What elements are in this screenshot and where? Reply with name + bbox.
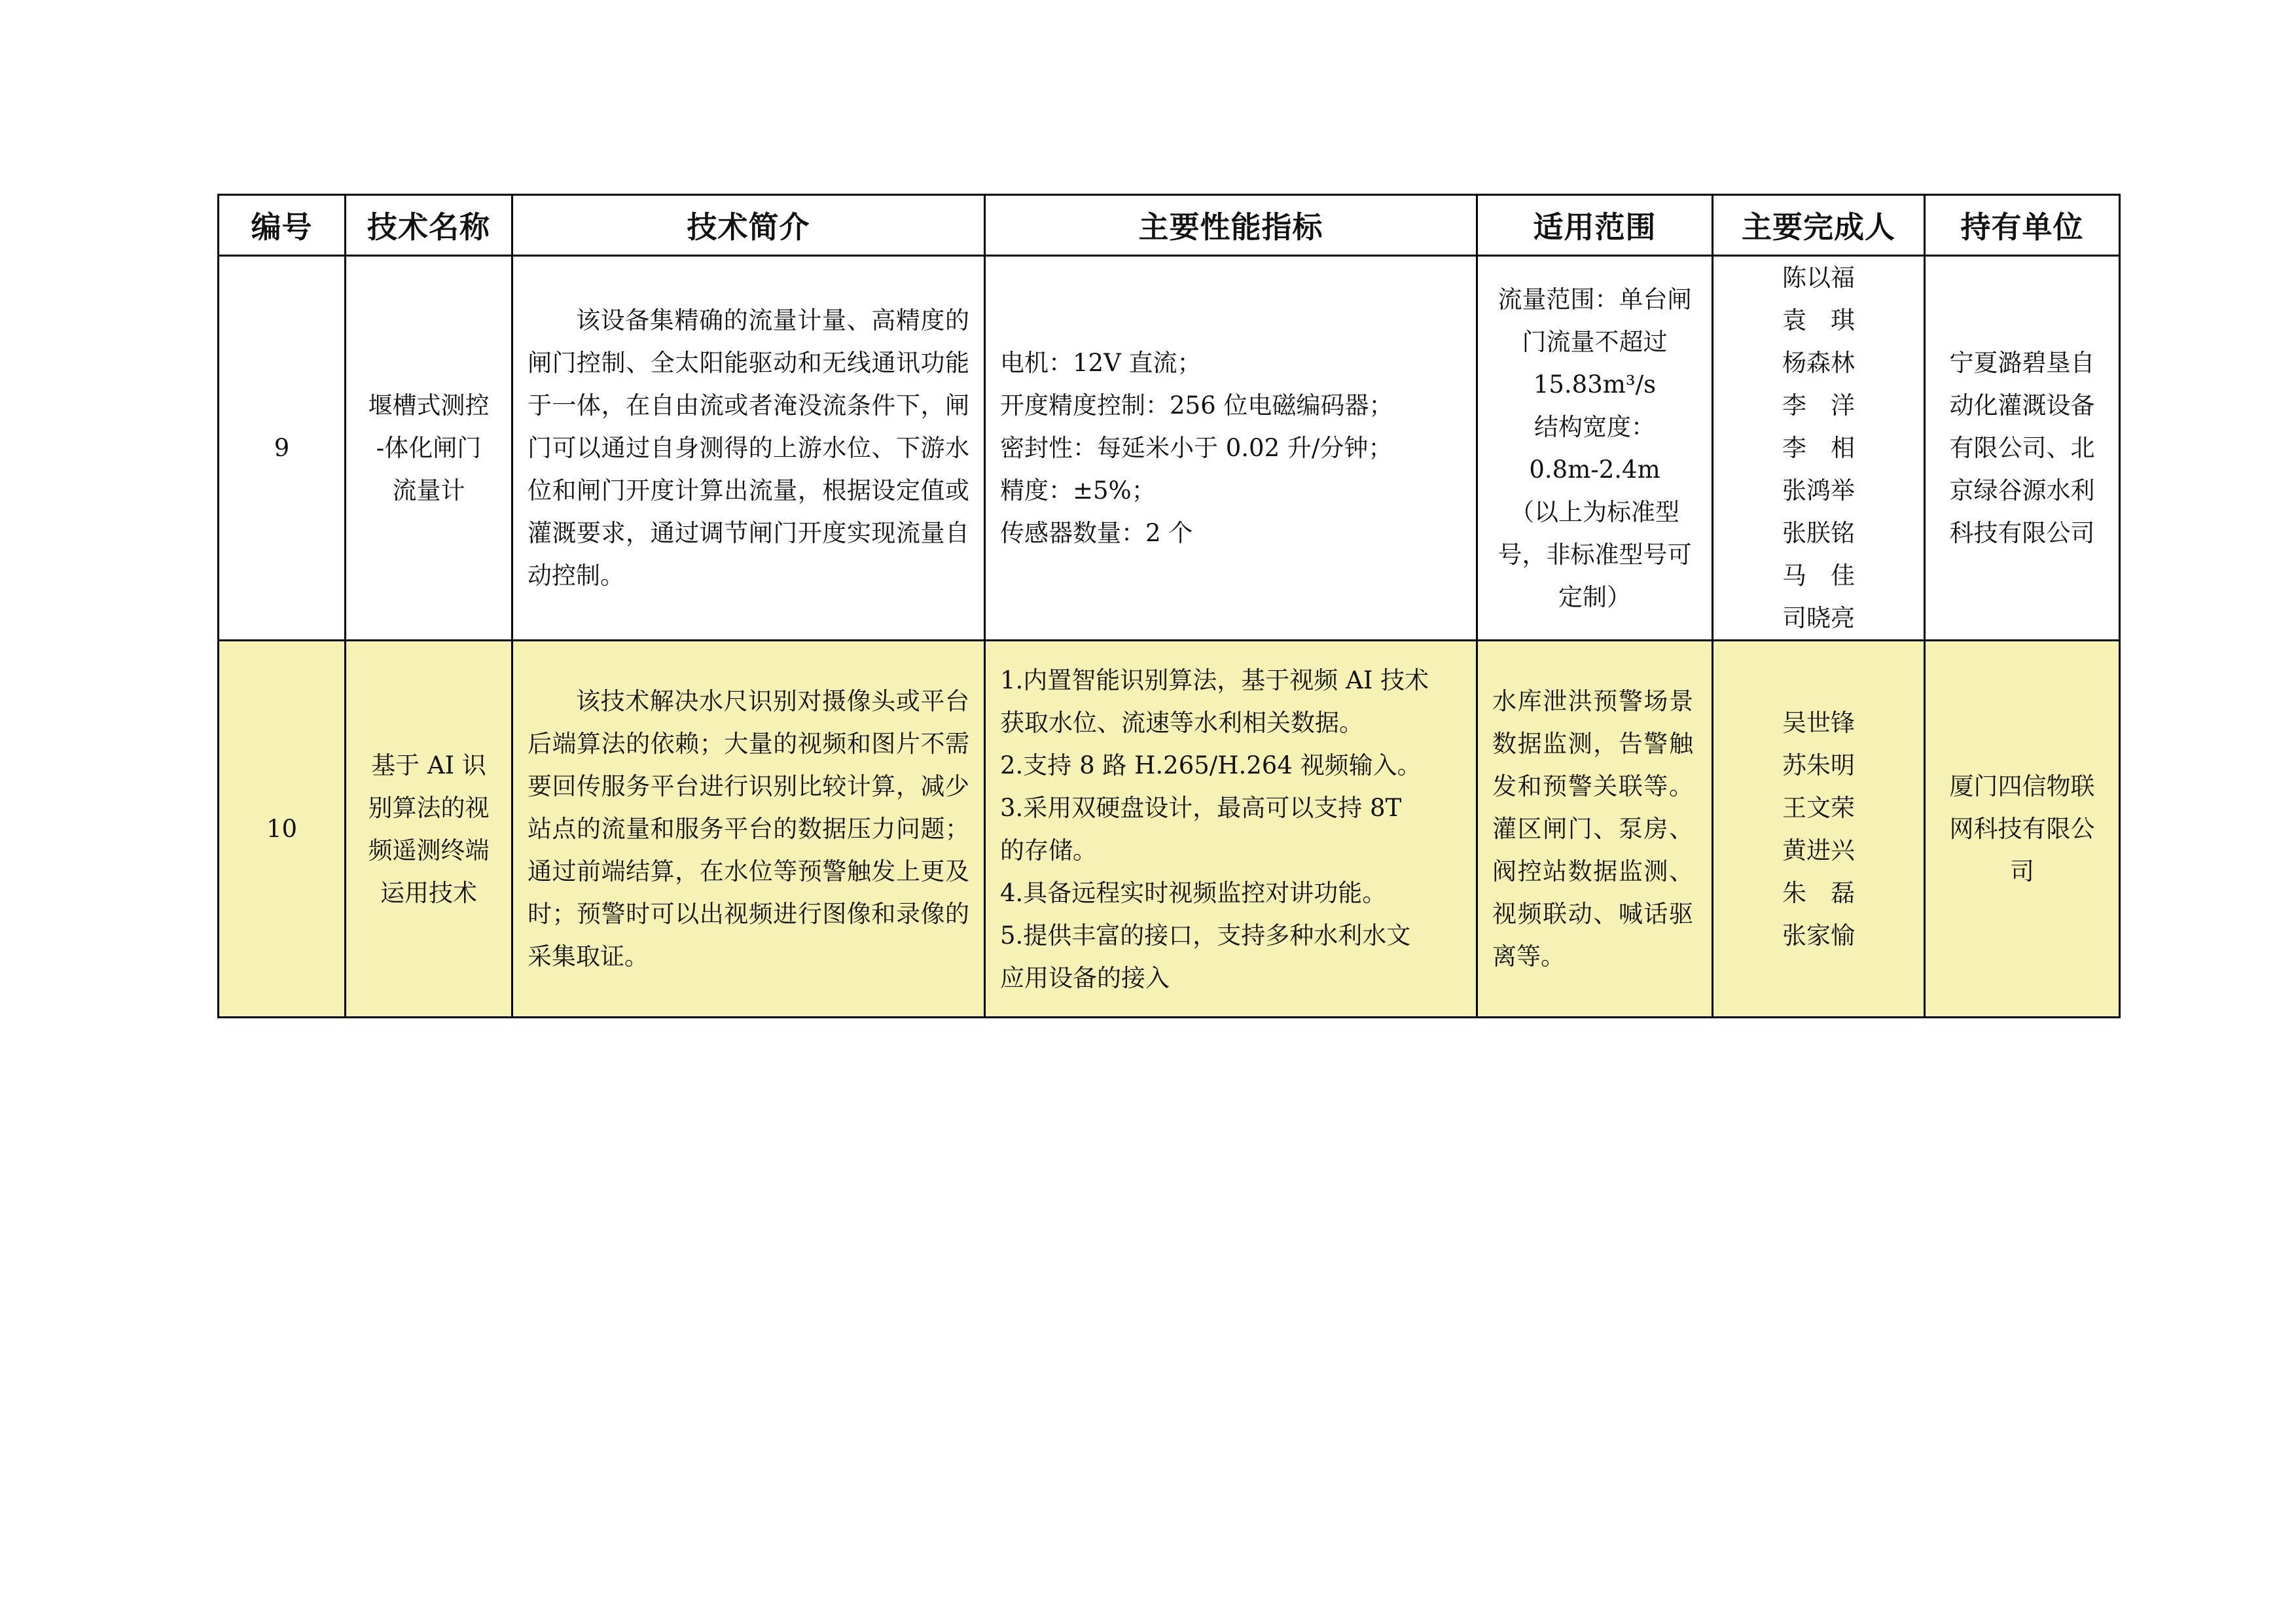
owner-line: 司 [2010, 857, 2034, 885]
person-name: 李 相 [1782, 434, 1855, 462]
tech-name-line: 运用技术 [380, 878, 477, 907]
spec-line: 传感器数量：2 个 [1000, 519, 1193, 547]
scope-line: 定制） [1558, 582, 1631, 611]
scope-line: 0.8m-2.4m [1529, 455, 1660, 484]
row-id: 10 [266, 815, 298, 843]
header-tech-name: 技术名称 [346, 195, 512, 256]
owner-line: 有限公司、北 [1949, 434, 2095, 462]
scope-line: 结构宽度： [1534, 412, 1655, 441]
owner-line: 网科技有限公 [1949, 815, 2095, 843]
header-id: 编号 [219, 195, 346, 256]
owner-cell [1925, 256, 2120, 641]
tech-table [217, 194, 2121, 1018]
person-name: 王文荣 [1782, 793, 1855, 822]
scope-text: 水库泄洪预警场景数据监测，告警触发和预警关联等。灌区闸门、泵房、阀控站数据监测、视频联动、喊话驱离等。 [1492, 687, 1693, 971]
tech-name-cell [346, 256, 512, 641]
tech-intro-cell [512, 641, 985, 1018]
row-id: 9 [274, 434, 290, 462]
spec-line: 5.提供丰富的接口，支持多种水利水文 [1000, 921, 1411, 950]
tech-intro-text: 该技术解决水尺识别对摄像头或平台后端算法的依赖；大量的视频和图片不需要回传服务平台进行识别比较计算，减少站点的流量和服务平台的数据压力问题；通过前端结算，在水位等预警触发上更及时；预警时可以出视频进行图像和录像的采集取证。 [528, 687, 969, 971]
spec-line: 精度：±5%； [1000, 476, 1156, 505]
header-row [219, 195, 2120, 256]
scope-cell [1477, 256, 1713, 641]
person-name: 马 佳 [1782, 562, 1855, 590]
spec-line: 密封性：每延米小于 0.02 升/分钟； [1000, 434, 1393, 462]
tech-intro-text: 该设备集精确的流量计量、高精度的闸门控制、全太阳能驱动和无线通讯功能于一体，在自由流或者淹没流条件下，闸门可以通过自身测得的上游水位、下游水位和闸门开度计算出流量，根据设定值或灌溉要求，通过调节闸门开度实现流量自动控制。 [528, 306, 969, 590]
person-name: 朱 磊 [1782, 878, 1855, 907]
table-row [219, 256, 2120, 641]
tech-name-line: 频遥测终端 [368, 836, 490, 865]
spec-line: 1.内置智能识别算法，基于视频 AI 技术 [1000, 666, 1429, 694]
owner-line: 厦门四信物联 [1949, 772, 2095, 800]
person-name: 张朕铭 [1782, 519, 1855, 547]
header-people: 主要完成人 [1713, 195, 1925, 256]
person-name: 张家愉 [1782, 921, 1855, 950]
owner-line: 动化灌溉设备 [1949, 391, 2095, 419]
row-id-cell [219, 256, 346, 641]
person-name: 苏朱明 [1782, 751, 1855, 779]
person-name: 黄进兴 [1782, 836, 1855, 865]
performance-cell [985, 256, 1477, 641]
scope-line: 15.83m³/s [1533, 370, 1657, 399]
spec-line: 电机：12V 直流； [1000, 349, 1202, 377]
scope-line: （以上为标准型 [1510, 497, 1679, 526]
spec-line: 4.具备远程实时视频监控对讲功能。 [1000, 878, 1387, 907]
person-name: 陈以福 [1782, 264, 1855, 292]
owner-cell [1925, 641, 2120, 1018]
tech-name-line: -体化闸门 [376, 434, 482, 462]
tech-name-line: 别算法的视 [368, 793, 490, 822]
scope-line: 流量范围：单台闸 [1498, 285, 1692, 313]
spec-line: 开度精度控制：256 位电磁编码器； [1000, 391, 1393, 419]
tech-name-line: 堰槽式测控 [368, 391, 490, 419]
owner-line: 科技有限公司 [1949, 519, 2095, 547]
scope-cell [1477, 641, 1713, 1018]
header-tech-intro: 技术简介 [512, 195, 985, 256]
header-scope: 适用范围 [1477, 195, 1713, 256]
scope-line: 号，非标准型号可 [1498, 540, 1692, 569]
owner-line: 宁夏潞碧垦自 [1949, 349, 2095, 377]
people-cell [1713, 256, 1925, 641]
person-name: 张鸿举 [1782, 476, 1855, 505]
scope-line: 门流量不超过 [1522, 327, 1668, 356]
spec-line: 2.支持 8 路 H.265/H.264 视频输入。 [1000, 751, 1422, 779]
person-name: 袁 琪 [1782, 306, 1855, 334]
tech-name-line: 流量计 [392, 476, 465, 505]
tech-name-cell [346, 641, 512, 1018]
spec-line: 的存储。 [1000, 836, 1097, 865]
people-cell [1713, 641, 1925, 1018]
row-id-cell [219, 641, 346, 1018]
spec-line: 获取水位、流速等水利相关数据。 [1000, 708, 1363, 737]
person-name: 李 洋 [1782, 391, 1855, 419]
person-name: 吴世锋 [1782, 708, 1855, 737]
tech-name-line: 基于 AI 识 [371, 751, 486, 779]
spec-line: 3.采用双硬盘设计，最高可以支持 8T [1000, 793, 1402, 822]
performance-cell [985, 641, 1477, 1018]
header-owner: 持有单位 [1925, 195, 2120, 256]
person-name: 司晓亮 [1782, 604, 1855, 632]
table-row [219, 641, 2120, 1018]
person-name: 杨森林 [1782, 349, 1855, 377]
owner-line: 京绿谷源水利 [1949, 476, 2095, 505]
header-performance: 主要性能指标 [985, 195, 1477, 256]
tech-intro-cell [512, 256, 985, 641]
spec-line: 应用设备的接入 [1000, 963, 1170, 992]
